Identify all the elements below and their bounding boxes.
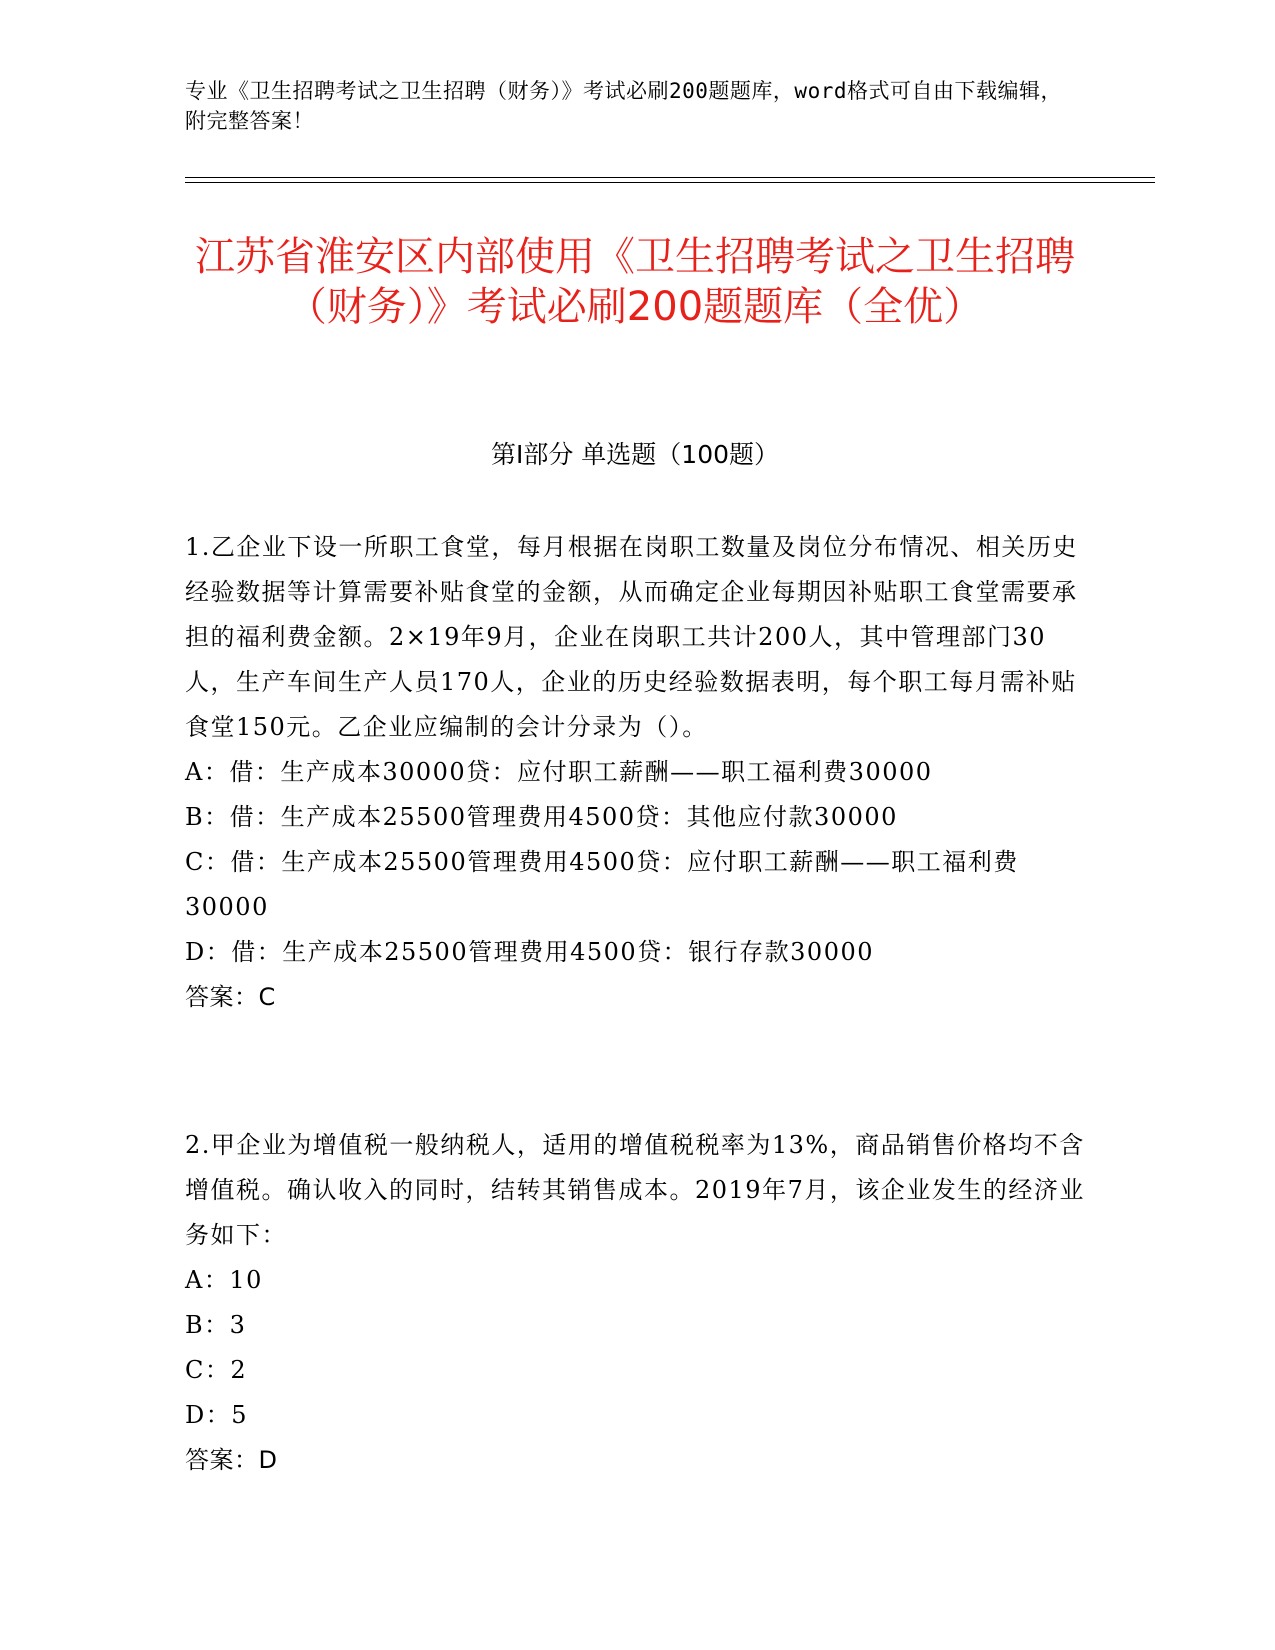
question-stem: 2.甲企业为增值税一般纳税人，适用的增值税税率为13%，商品销售价格均不含增值税。确认收入的同时，结转其销售成本。2019年7月，该企业发生的经济业务如下： (185, 1131, 1085, 1249)
document-title: 江苏省淮安区内部使用《卫生招聘考试之卫生招聘（财务）》考试必刷200题题库（全优） (195, 234, 1075, 330)
question-2 (185, 1123, 1090, 1483)
section-heading: 第Ⅰ部分 单选题（100题） (490, 440, 780, 469)
header-note: 专业《卫生招聘考试之卫生招聘（财务）》考试必刷200题题库，word格式可自由下载编辑，附完整答案！ (185, 79, 1062, 133)
answer: 答案：D (185, 1446, 278, 1474)
option-b: B：借：生产成本25500管理费用4500贷：其他应付款30000 (185, 803, 898, 831)
option-d: D：5 (185, 1401, 249, 1429)
header-divider-bottom (185, 182, 1155, 183)
header-divider-top (185, 177, 1155, 178)
option-c: C：借：生产成本25500管理费用4500贷：应付职工薪酬——职工福利费30000 (185, 848, 1019, 921)
option-a: A：10 (185, 1266, 263, 1294)
answer: 答案：C (185, 983, 276, 1011)
option-b: B：3 (185, 1311, 247, 1339)
option-c: C：2 (185, 1356, 248, 1384)
option-d: D：借：生产成本25500管理费用4500贷：银行存款30000 (185, 938, 875, 966)
question-1 (185, 525, 1090, 1020)
option-a: A：借：生产成本30000贷：应付职工薪酬——职工福利费30000 (185, 758, 933, 786)
question-stem: 1.乙企业下设一所职工食堂，每月根据在岗职工数量及岗位分布情况、相关历史经验数据等计算需要补贴食堂的金额，从而确定企业每期因补贴职工食堂需要承担的福利费金额。2×19年9月，企业在岗职工共计200人，其中管理部门30人，生产车间生产人员170人，企业的历史经验数据表明，每个职工每月需补贴食堂150元。乙企业应编制的会计分录为（）。 (185, 533, 1078, 741)
